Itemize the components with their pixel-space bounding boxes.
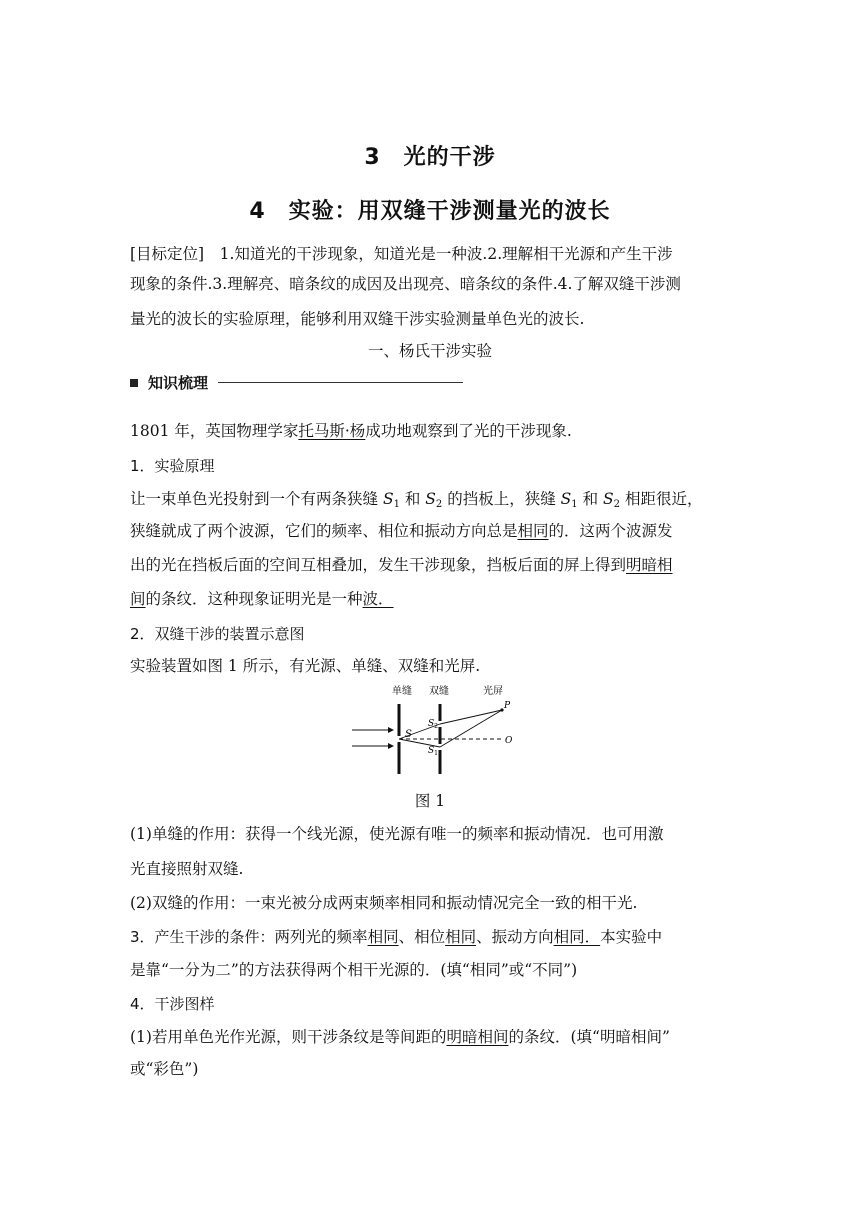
label-s1: $S_1$: [428, 746, 438, 757]
objectives-line-1: [目标定位] 1.知道光的干涉现象，知道光是一种波.2.理解相干光源和产生干涉: [130, 245, 673, 263]
apparatus-heading: 2．双缝干涉的装置示意图: [130, 625, 305, 643]
principle-line-3: 出的光在挡板后面的空间互相叠加，发生干涉现象，挡板后面的屏上得到明暗相: [130, 556, 673, 574]
divider: [218, 382, 463, 383]
pattern-line-1: (1)若用单色光作光源，则干涉条纹是等间距的明暗相间的条纹．(填“明暗相间”: [130, 1028, 670, 1046]
label-s2: $S_2$: [428, 719, 438, 730]
experiment-title: 4 实验：用双缝干涉测量光的波长: [249, 199, 611, 224]
single-slit-label: 单缝: [392, 686, 412, 697]
ray-s1-p: [440, 710, 502, 747]
conditions-line-1: 3．产生干涉的条件：两列光的频率相同、相位相同、振动方向相同．本实验中: [130, 928, 663, 946]
scientist-name: 托马斯·杨: [298, 422, 366, 440]
label-o: O: [505, 736, 513, 746]
principle-line-2: 狭缝就成了两个波源，它们的频率、相位和振动方向总是相同的．这两个波源发: [130, 522, 673, 540]
pattern-heading: 4．干涉图样: [130, 995, 215, 1013]
conditions-line-2: 是靠“一分为二”的方法获得两个相干光源的．(填“相同”或“不同”): [130, 961, 578, 979]
arrow-icon: [388, 727, 394, 733]
intro-paragraph: 1801 年，英国物理学家托马斯·杨成功地观察到了光的干涉现象.: [130, 422, 572, 440]
double-slit-diagram: [344, 682, 524, 782]
pattern-line-2: 或“彩色”): [130, 1060, 199, 1078]
principle-line-4: 间的条纹．这种现象证明光是一种波．: [130, 590, 394, 608]
objectives-label: [目标定位]: [130, 245, 205, 263]
objectives-line-3: 量光的波长的实验原理，能够利用双缝干涉实验测量单色光的波长.: [130, 310, 585, 328]
square-bullet-icon: [130, 379, 138, 387]
label-p: P: [504, 701, 511, 711]
objectives-line-2: 现象的条件.3.理解亮、暗条纹的成因及出现亮、暗条纹的条件.4.了解双缝干涉测: [130, 275, 681, 293]
role-2: (2)双缝的作用：一束光被分成两束频率相同和振动情况完全一致的相干光.: [130, 894, 638, 912]
knowledge-banner: [130, 372, 463, 393]
subsection-heading: 一、杨氏干涉实验: [367, 342, 492, 360]
apparatus-text: 实验装置如图 1 所示，有光源、单缝、双缝和光屏.: [130, 657, 481, 675]
role-1-line-2: 光直接照射双缝.: [130, 860, 244, 878]
section-title: 3 光的干涉: [364, 145, 496, 170]
role-1-line-1: (1)单缝的作用：获得一个线光源，使光源有唯一的频率和振动情况．也可用激: [130, 825, 664, 843]
principle-heading: 1．实验原理: [130, 457, 215, 475]
ray-s2-p: [440, 710, 502, 724]
principle-line-1: 让一束单色光投射到一个有两条狭缝 $S_1$ 和 $S_2$ 的挡板上，狭缝 $S_1$ 和 $S_2$ 相距很近，: [130, 490, 703, 510]
knowledge-label: 知识梳理: [148, 374, 209, 392]
arrow-icon: [388, 743, 394, 749]
figure-caption: 图 1: [414, 792, 446, 810]
double-slit-label: 双缝: [429, 686, 449, 697]
screen-label: 光屏: [483, 686, 503, 697]
label-s: S: [405, 729, 412, 740]
